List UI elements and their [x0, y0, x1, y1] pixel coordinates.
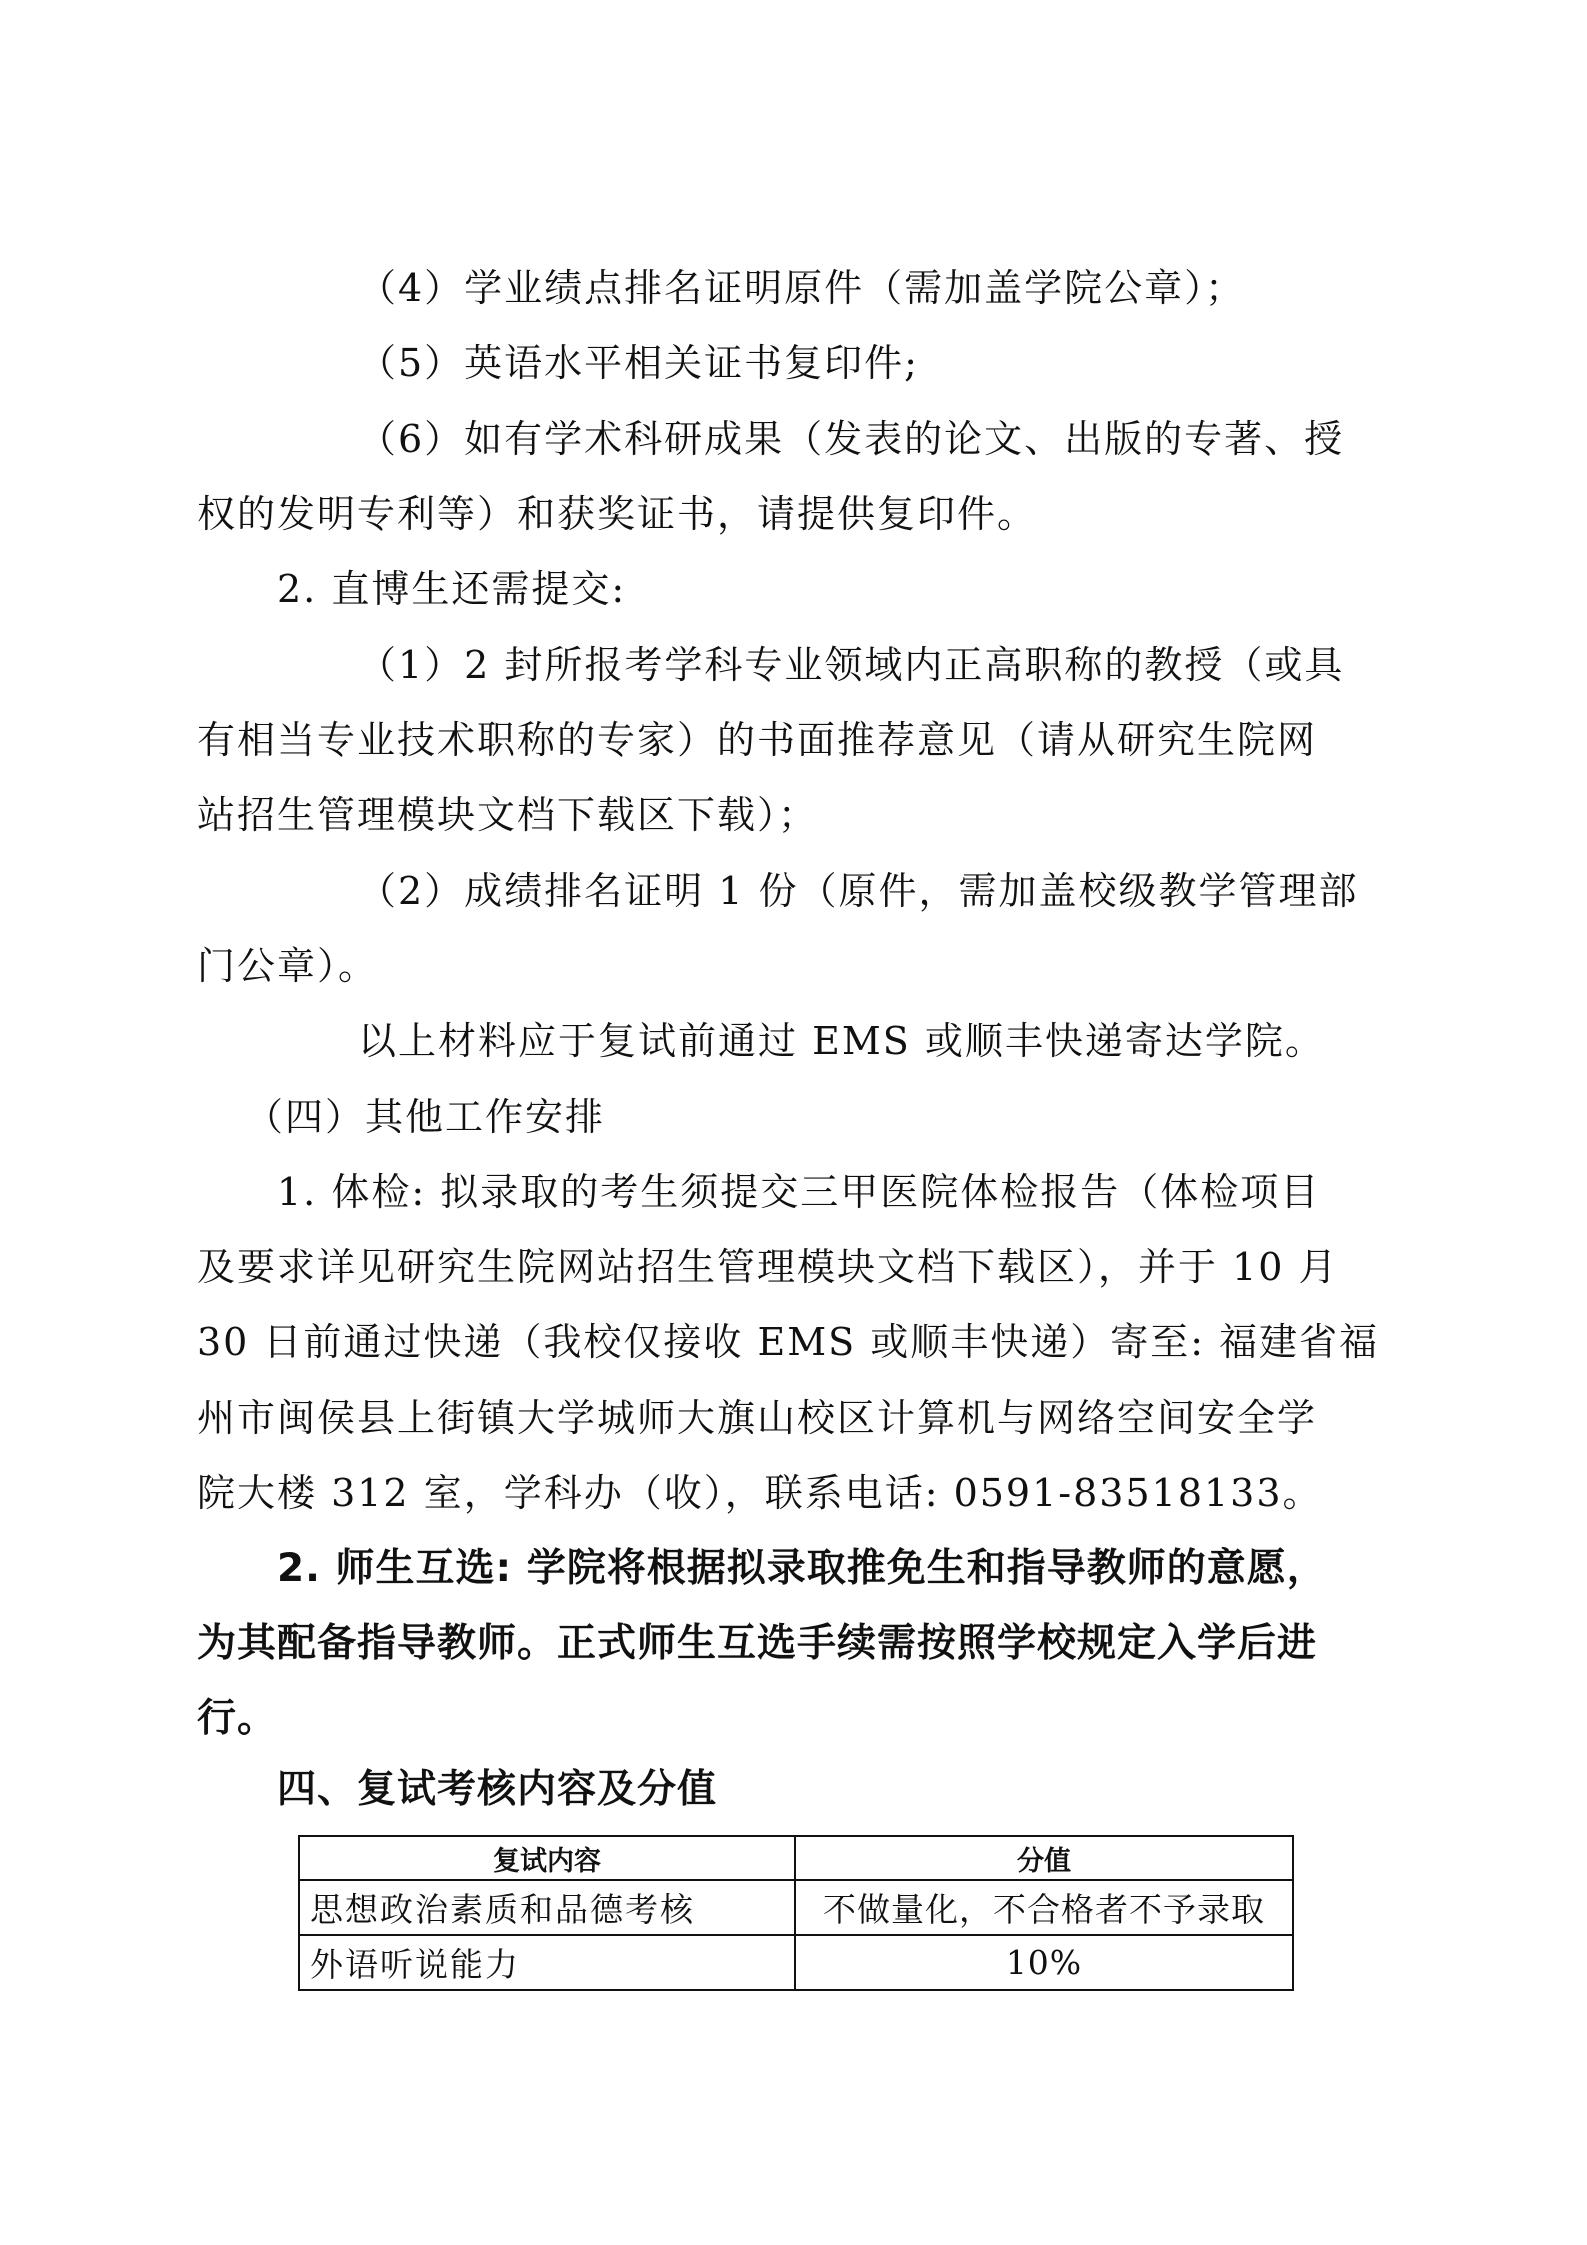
table-header-cell: 复试内容: [299, 1836, 795, 1880]
paragraph-line: （6）如有学术科研成果（发表的论文、出版的专著、授: [358, 417, 1345, 461]
paragraph-line: 门公章）。: [197, 944, 379, 988]
paragraph-line: 院大楼 312 室，学科办（收），联系电话: 0591-83518133。: [197, 1471, 1323, 1515]
paragraph-line: 站招生管理模块文档下载区下载）；: [197, 793, 819, 837]
table-cell-item: 思想政治素质和品德考核: [299, 1880, 795, 1935]
paragraph-line: （1）2 封所报考学科专业领域内正高职称的教授（或具: [358, 643, 1345, 687]
bold-paragraph-line: 为其配备指导教师。正式师生互选手续需按照学校规定入学后进: [197, 1621, 1318, 1666]
table-header-row: [299, 1836, 1293, 1880]
paragraph-line: 1. 体检: 拟录取的考生须提交三甲医院体检报告（体检项目: [277, 1170, 1321, 1214]
paragraph-line: 2. 直博生还需提交:: [277, 567, 627, 611]
table-row: [299, 1880, 1293, 1935]
paragraph-line: 有相当专业技术职称的专家）的书面推荐意见（请从研究生院网: [197, 718, 1318, 762]
paragraph-line: （5）英语水平相关证书复印件;: [358, 341, 919, 385]
paragraph-line: 以上材料应于复试前通过 EMS 或顺丰快递寄达学院。: [358, 1019, 1325, 1063]
table-row: [299, 1935, 1293, 1990]
table-cell-item: 外语听说能力: [299, 1935, 795, 1990]
paragraph-line: （2）成绩排名证明 1 份（原件，需加盖校级教学管理部: [358, 869, 1359, 913]
section-heading: 四、复试考核内容及分值: [277, 1767, 718, 1812]
bold-paragraph-line: 行。: [197, 1696, 278, 1741]
paragraph-line: 州市闽侯县上街镇大学城师大旗山校区计算机与网络空间安全学: [197, 1396, 1318, 1440]
score-table: [298, 1835, 1294, 1991]
paragraph-line: 30 日前通过快递（我校仅接收 EMS 或顺丰快递）寄至: 福建省福: [197, 1320, 1380, 1364]
paragraph-line: 权的发明专利等）和获奖证书，请提供复印件。: [197, 492, 1038, 536]
table-cell-value: 不做量化，不合格者不予录取: [795, 1880, 1293, 1935]
paragraph-line: （4）学业绩点排名证明原件（需加盖学院公章）；: [358, 266, 1246, 310]
table-cell-value: 10%: [795, 1935, 1293, 1990]
paragraph-line: 及要求详见研究生院网站招生管理模块文档下载区），并于 10 月: [197, 1245, 1339, 1289]
subsection-title: （四）其他工作安排: [245, 1095, 606, 1139]
table-header-cell: 分值: [795, 1836, 1293, 1880]
bold-paragraph-line: 2. 师生互选: 学院将根据拟录取推免生和指导教师的意愿，: [277, 1546, 1327, 1591]
